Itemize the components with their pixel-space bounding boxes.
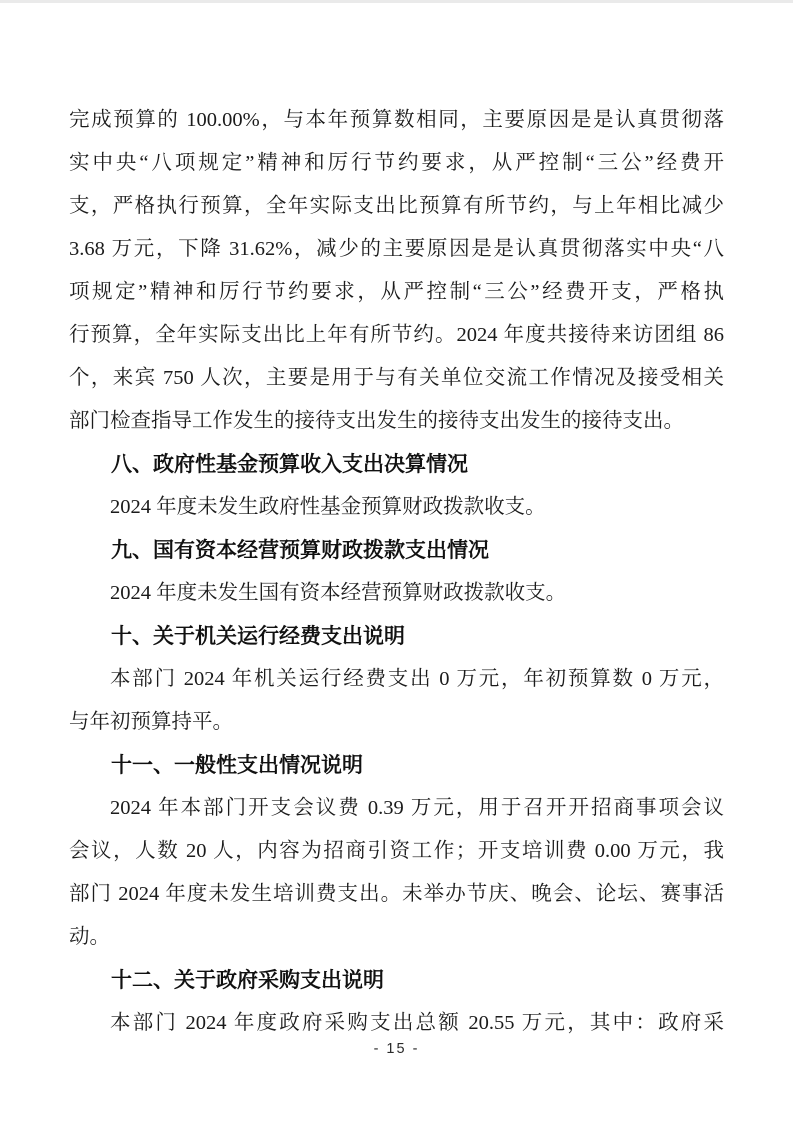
text-line: 本部门 2024 年度政府采购支出总额 20.55 万元，其中：政府采	[110, 1012, 724, 1034]
text-line: 实中央“八项规定”精神和厉行节约要求，从严控制“三公”经费开	[69, 152, 724, 174]
text-line: 会议，人数 20 人，内容为招商引资工作；开支培训费 0.00 万元，我	[69, 840, 724, 862]
text-line: 动。	[69, 926, 110, 948]
section-heading: 八、政府性基金预算收入支出决算情况	[111, 453, 468, 476]
text-line: 部门检查指导工作发生的接待支出发生的接待支出发生的接待支出。	[69, 410, 684, 432]
section-heading: 十一、一般性支出情况说明	[111, 754, 363, 777]
text-line: 2024 年度未发生国有资本经营预算财政拨款收支。	[110, 582, 567, 604]
text-line: 与年初预算持平。	[69, 711, 233, 733]
section-heading: 九、国有资本经营预算财政拨款支出情况	[111, 539, 489, 562]
text-line: 项规定”精神和厉行节约要求，从严控制“三公”经费开支，严格执	[69, 281, 724, 303]
section-heading: 十、关于机关运行经费支出说明	[111, 625, 405, 648]
text-line: 2024 年本部门开支会议费 0.39 万元，用于召开开招商事项会议	[110, 797, 724, 819]
text-line: 行预算，全年实际支出比上年有所节约。2024 年度共接待来访团组 86	[69, 324, 724, 346]
text-line: 完成预算的 100.00%，与本年预算数相同，主要原因是是认真贯彻落	[69, 109, 724, 131]
section-heading: 十二、关于政府采购支出说明	[111, 969, 384, 992]
page-number: - 15 -	[373, 1041, 420, 1057]
text-line: 本部门 2024 年机关运行经费支出 0 万元，年初预算数 0 万元，	[110, 668, 724, 690]
text-line: 部门 2024 年度未发生培训费支出。未举办节庆、晚会、论坛、赛事活	[69, 883, 724, 905]
text-line: 3.68 万元，下降 31.62%，减少的主要原因是是认真贯彻落实中央“八	[69, 238, 724, 260]
document-body	[69, 99, 724, 1045]
text-line: 个，来宾 750 人次，主要是用于与有关单位交流工作情况及接受相关	[69, 367, 724, 389]
text-line: 支，严格执行预算，全年实际支出比预算有所节约，与上年相比减少	[69, 195, 724, 217]
text-line: 2024 年度未发生政府性基金预算财政拨款收支。	[110, 496, 546, 518]
